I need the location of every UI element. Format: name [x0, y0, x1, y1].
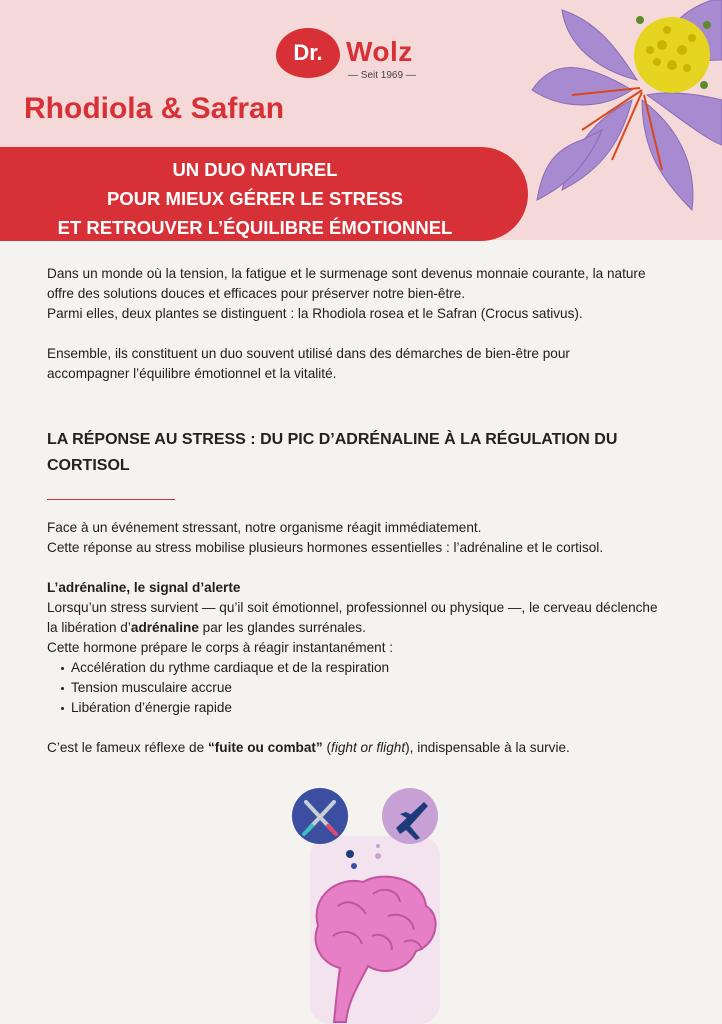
intro-text [47, 264, 647, 384]
body-paragraph: Cette hormone prépare le corps à réagir instantanément : [47, 640, 394, 655]
body-paragraph: Face à un événement stressant, notre organisme réagit immédiatement. [47, 520, 482, 535]
brand-since: — Seit 1969 — [348, 70, 416, 81]
text-span: ), indispensable à la survie. [405, 740, 570, 755]
banner-line: POUR MIEUX GÉRER LE STRESS [106, 188, 404, 209]
intro-paragraph: Parmi elles, deux plantes se distinguent : la Rhodiola rosea et le Safran (Crocus sativus). [47, 306, 583, 321]
bullet-list [47, 658, 667, 718]
bullet-item: Accélération du rythme cardiaque et de la respiration [61, 658, 667, 678]
intro-paragraph: Ensemble, ils constituent un duo souvent utilisé dans des démarches de bien-être pour accompagner l’équilibre émotionnel et la vitalité. [47, 346, 570, 381]
body-paragraph [47, 738, 667, 758]
body-paragraph: Cette réponse au stress mobilise plusieurs hormones essentielles : l’adrénaline et le cortisol. [47, 540, 604, 555]
text-italic: fight or flight [331, 740, 406, 755]
text-bold: “fuite ou combat” [207, 740, 323, 755]
bullet-item: Tension musculaire accrue [61, 678, 667, 698]
section-title: LA RÉPONSE AU STRESS : DU PIC D’ADRÉNALINE À LA RÉGULATION DU CORTISOL [47, 431, 618, 474]
tagline-banner [0, 147, 528, 241]
text-span: Lorsqu’un stress survient — qu’il soit émotionnel, professionnel ou physique —, le cerveau déclenche la libération d’ [47, 600, 658, 635]
text-span: C’est le fameux réflexe de [47, 740, 208, 755]
brand-logo [276, 28, 436, 88]
brand-name: Wolz [346, 36, 413, 67]
banner-line: ET RETROUVER L’ÉQUILIBRE ÉMOTIONNEL [57, 217, 453, 238]
banner-line: UN DUO NATUREL [172, 159, 338, 180]
text-span: par les glandes surrénales. [198, 620, 366, 635]
body-paragraph [47, 598, 667, 638]
text-span: ( [322, 740, 332, 755]
section-divider [47, 499, 175, 500]
bullet-item: Libération d’énergie rapide [61, 698, 667, 718]
page-title: Rhodiola & Safran [24, 92, 285, 125]
stress-illustration [288, 786, 448, 1024]
intro-paragraph: Dans un monde où la tension, la fatigue et le surmenage sont devenus monnaie courante, la nature offre des solutions douces et efficaces pour préserver notre bien-être. [47, 266, 646, 301]
text-bold: adrénaline [130, 620, 199, 635]
saffron-flower-icon [522, 0, 722, 230]
sub-heading: L’adrénaline, le signal d’alerte [47, 580, 241, 595]
brand-mark: Dr. [276, 28, 340, 78]
section-text [47, 518, 667, 758]
